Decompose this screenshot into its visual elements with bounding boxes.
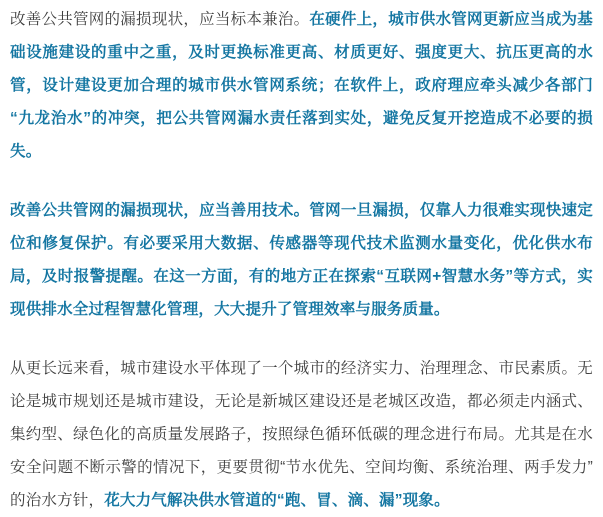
- paragraph-technology: [10, 194, 593, 326]
- text-run-emphasis-1: 在硬件上，城市供水管网更新应当成为基础设施建设的重中之重，及时更换标准更高、材质更好、强度更大、抗压更高的水管，设计建设更加合理的城市供水管网系统；在软件上，政府理应牵头减少各部门“九龙治水”的冲突，把公共管网漏水责任落到实处，避免反复开挖造成不必要的损失。: [10, 11, 593, 160]
- text-run-emphasis-2: 改善公共管网的漏损现状，应当善用技术。管网一旦漏损，仅靠人力很难实现快速定位和修复保护。有必要采用大数据、传感器等现代技术监测水量变化，优化供水布局，及时报警提醒。在这一方面，有的地方正在探索“互联网+智慧水务”等方式，实现供排水全过程智慧化管理，大大提升了管理效率与服务质量。: [10, 202, 593, 318]
- text-run-intro-1: 改善公共管网的漏损现状，应当标本兼治。: [10, 11, 310, 28]
- paragraph-hardware-software: [10, 3, 593, 168]
- text-run-body-3: 从更长远来看，城市建设水平体现了一个城市的经济实力、治理理念、市民素质。无论是城市规划还是城市建设，无论是新城区建设还是老城区改造，都必须走内涵式、集约型、绿色化的高质量发展路子，按照绿色循环低碳的理念进行布局。尤其是在水安全问题不断示警的情况下，更要贯彻“节水优先、空间均衡、系统治理、两手发力”的治水方针，: [10, 360, 593, 509]
- text-run-emphasis-3: 花大力气解决供水管道的“跑、冒、滴、漏”现象。: [104, 492, 450, 509]
- paragraph-long-term: [10, 352, 593, 517]
